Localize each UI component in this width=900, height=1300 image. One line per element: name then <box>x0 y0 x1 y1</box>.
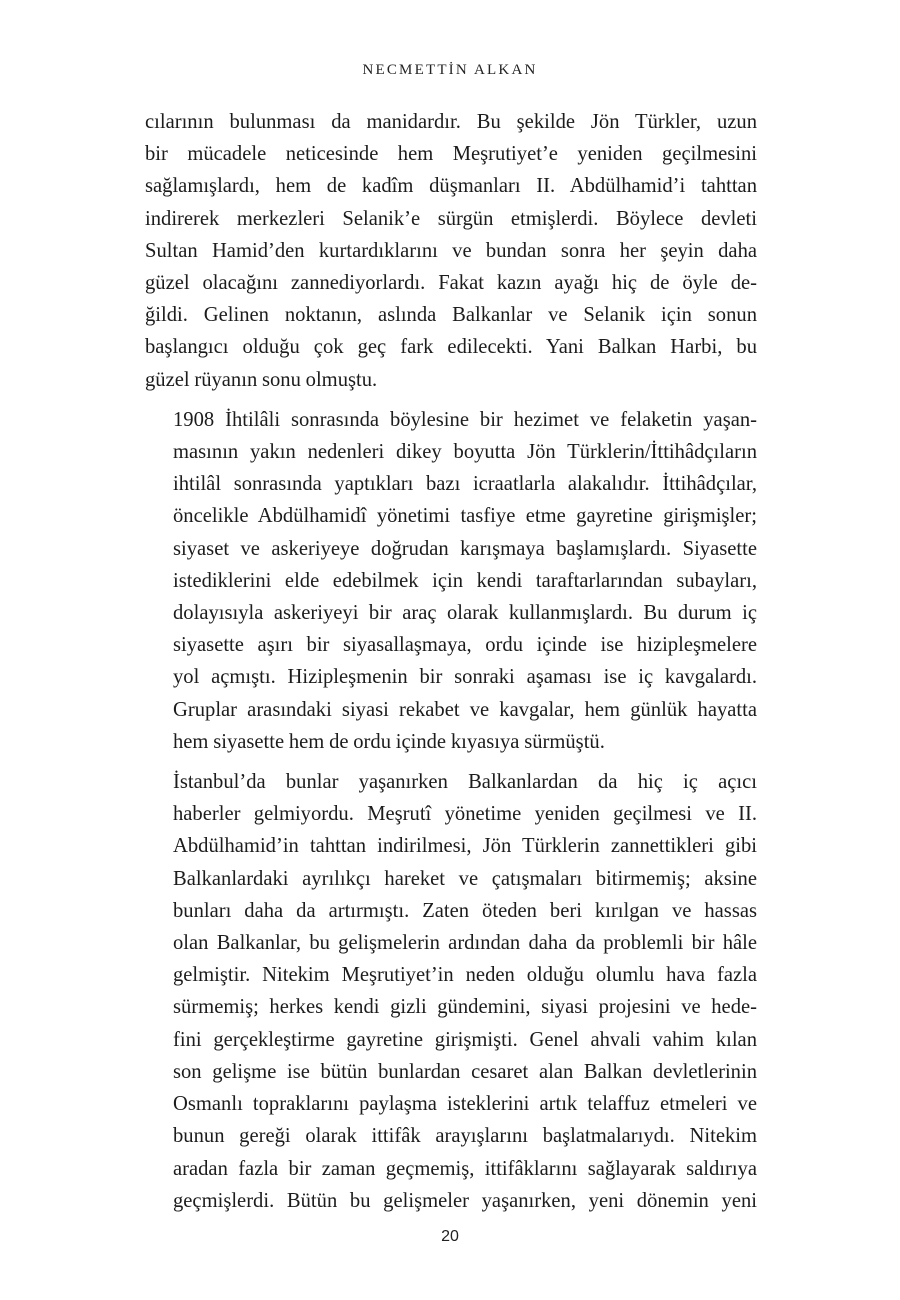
text-line: siyasette aşırı bir siyasallaşmaya, ordu içinde ise hizipleşmelere <box>173 634 757 657</box>
text-line: 1908 İhtilâli sonrasında böylesine bir hezimet ve felaketin yaşan- <box>173 408 757 431</box>
text-line: fini gerçekleştirme gayretine girişmişti. Genel ahvali vahim kılan <box>173 1028 757 1051</box>
text-line: Balkanlardaki ayrılıkçı hareket ve çatışmaları bitirmemiş; aksine <box>173 867 757 890</box>
running-header: NECMETTİN ALKAN <box>362 62 538 78</box>
text-line: sürmemiş; herkes kendi gizli gündemini, siyasi projesini ve hede- <box>173 996 757 1019</box>
text-line: başlangıcı olduğu çok geç fark edilecekti. Yani Balkan Harbi, bu <box>145 336 757 359</box>
text-line: bunları daha da artırmıştı. Zaten öteden beri kırılgan ve hassas <box>173 899 757 922</box>
text-line: istediklerini elde edebilmek için kendi taraftarlarından subayları, <box>173 569 757 592</box>
page-number: 20 <box>441 1228 459 1245</box>
text-line: masının yakın nedenleri dikey boyutta Jön Türklerin/İttihâdçıların <box>173 441 757 464</box>
paragraph-2 <box>145 404 757 758</box>
text-line: ihtilâl sonrasında yaptıkları bazı icraatlarla alakalıdır. İttihâdçılar, <box>173 473 757 496</box>
text-line: Osmanlı topraklarını paylaşma isteklerini artık telaffuz etmeleri ve <box>173 1093 757 1116</box>
text-line: öncelikle Abdülhamidî yönetimi tasfiye etme gayretine girişmişler; <box>173 505 757 528</box>
text-line: olan Balkanlar, bu gelişmelerin ardından daha da problemli bir hâle <box>173 932 757 955</box>
text-line: haberler gelmiyordu. Meşrutî yönetime yeniden geçilmesi ve II. <box>173 803 757 826</box>
text-line: Abdülhamid’in tahttan indirilmesi, Jön Türklerin zannettikleri gibi <box>173 835 757 858</box>
text-line: bir mücadele neticesinde hem Meşrutiyet’e yeniden geçilmesini <box>145 143 757 166</box>
text-line: aradan fazla bir zaman geçmemiş, ittifâklarını sağlayarak saldırıya <box>173 1157 757 1180</box>
text-line: Sultan Hamid’den kurtardıklarını ve bundan sonra her şeyin daha <box>145 239 757 262</box>
text-line: güzel rüyanın sonu olmuştu. <box>145 368 378 391</box>
text-line: cılarının bulunması da manidardır. Bu şekilde Jön Türkler, uzun <box>145 111 757 133</box>
text-line: hem siyasette hem de ordu içinde kıyasıya sürmüştü. <box>173 730 605 753</box>
text-line: geçmişlerdi. Bütün bu gelişmeler yaşanırken, yeni dönemin yeni <box>173 1189 757 1212</box>
text-line: ğildi. Gelinen noktanın, aslında Balkanlar ve Selanik için sonun <box>145 304 757 327</box>
text-line: Gruplar arasındaki siyasi rekabet ve kavgalar, hem günlük hayatta <box>173 698 757 721</box>
text-line: son gelişme ise bütün bunlardan cesaret alan Balkan devletlerinin <box>173 1060 757 1083</box>
text-line: yol açmıştı. Hizipleşmenin bir sonraki aşaması ise iç kavgalardı. <box>173 666 757 689</box>
text-line: güzel olacağını zannediyorlardı. Fakat kazın ayağı hiç de öyle de- <box>145 272 757 295</box>
paragraph-3 <box>145 766 757 1217</box>
text-line: gelmiştir. Nitekim Meşrutiyet’in neden olduğu olumlu hava fazla <box>173 964 757 987</box>
text-line: indirerek merkezleri Selanik’e sürgün etmişlerdi. Böylece devleti <box>145 207 757 230</box>
text-line: siyaset ve askeriyeye doğrudan karışmaya başlamışlardı. Siyasette <box>173 537 757 560</box>
paragraph-1 <box>145 106 757 396</box>
body-text <box>145 106 757 1217</box>
text-line: dolayısıyla askeriyeyi bir araç olarak kullanmışlardı. Bu durum iç <box>173 602 757 625</box>
text-line: bunun gereği olarak ittifâk arayışlarını başlatmalarıydı. Nitekim <box>173 1125 757 1148</box>
text-line: sağlamışlardı, hem de kadîm düşmanları II. Abdülhamid’i tahttan <box>145 175 757 198</box>
text-line: İstanbul’da bunlar yaşanırken Balkanlardan da hiç iç açıcı <box>173 771 757 794</box>
